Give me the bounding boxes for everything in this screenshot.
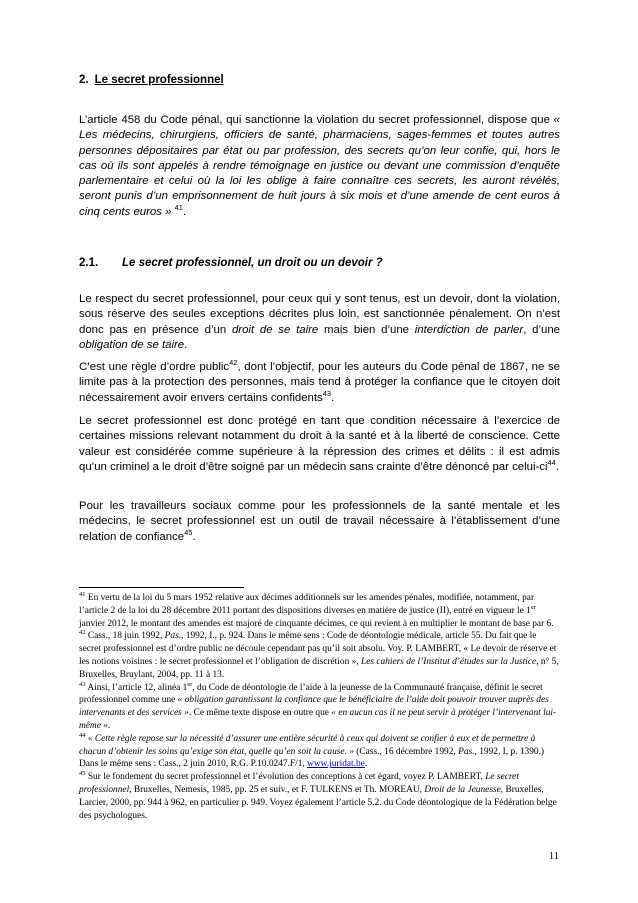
footnotes — [79, 592, 560, 822]
text-run: , 1992, I, p. 1390.) Dans le même sens : Cass., 2 juin 2010, R.G. P.10.0247.F/1, — [79, 746, 545, 770]
text-run: , d’une — [523, 323, 560, 336]
footnote-ref-41[interactable]: 41 — [174, 202, 183, 212]
footnote-44 — [79, 733, 560, 771]
italic-run: Pas — [164, 631, 179, 642]
footnote-ref-44[interactable]: 44 — [547, 457, 556, 467]
footnote-45 — [79, 771, 560, 822]
text-run: , n° 5, Bruxelles, Bruylant, 2004, pp. 11 à 13. — [79, 656, 559, 680]
footnote-separator — [79, 587, 244, 588]
italic-run: « en aucun cas il ne peut servir à protéger l’intervenant lui-même » — [79, 708, 557, 731]
text-run: (Cass., 16 décembre 1992, — [353, 746, 459, 757]
footnote-number: 41 — [79, 591, 86, 598]
text-run: , dont l’objectif, pour les auteurs du Code pénal de 1867, ne se limite pas à la protection des personnes, mais tend à protéger la confiance que le citoyen doit nécessairement avoir envers certains confidents — [79, 361, 561, 404]
section-heading — [79, 74, 560, 86]
subsection-title: Le secret professionnel, un droit ou un devoir ? — [122, 257, 383, 269]
italic-run: Droit de la Jeunesse — [424, 784, 501, 795]
subsection-heading — [79, 257, 560, 269]
text-run: . — [555, 460, 560, 473]
text-run: C’est une règle d’ordre public — [79, 361, 230, 373]
text-run: , Bruxelles, Larcier, 2000, pp. 944 à 962, en particulier p. 949. Voyez également l’article 5.2. du Code déontologique de la Fédération belge des psychologues. — [79, 784, 557, 821]
paragraph-protection — [79, 414, 560, 475]
emphasis-interdiction: interdiction de parler — [414, 323, 524, 336]
text-run: ., 1992, I., p. 924. Dans le même sens : Code de déontologie médicale, article 55. Du fait que le secret professionnel est d’ordre public ne découle cependant pas qu’il soit absolu. Voy. P. LAMBERT, « Le devoir de réserve et les notions voisines : le secret professionnel et l’obligation de discrétion », — [79, 631, 557, 667]
paragraph-article-458 — [79, 113, 560, 220]
text-run: , du Code de déontologie de l’aide à la jeunesse de la Communauté française, définit le secret professionnel comme une — [79, 682, 543, 706]
footnote-43 — [79, 682, 560, 733]
text-run: En vertu de la loi du 5 mars 1952 relative aux décimes additionnels sur les amendes pénales, modifiée, notamment, par l’article 2 de la loi du 28 décembre 2011 portant des dispositions diverses en matière de justice (II), entré en vigueur le 1 — [79, 593, 535, 616]
italic-run: « Cette règle repose sur la nécessité d’assurer une entière sécurité à ceux qui doivent se confier à eux et de permettre à chacun d’obtenir les soins qu’exige son état, quelle qu’en soit la cause. » — [79, 733, 536, 757]
paragraph-social-workers — [79, 499, 560, 545]
paragraph-text — [79, 292, 560, 353]
page-number: 11 — [548, 851, 559, 862]
subsection-number: 2.1. — [79, 257, 99, 269]
text-run: Ainsi, l’article 12, alinéa 1 — [85, 682, 188, 693]
text-run: Cass., 18 juin 1992, — [85, 631, 165, 642]
section-number: 2. — [79, 74, 89, 86]
superscript: er — [187, 680, 193, 688]
paragraph-duty — [79, 292, 560, 353]
text-run: . — [107, 720, 111, 731]
footnote-number: 45 — [79, 770, 86, 778]
italic-run: Le secret professionnel — [79, 772, 519, 795]
text-run: . — [331, 391, 335, 404]
footnote-ref-43[interactable]: 43 — [322, 388, 332, 398]
footnote-number: 43 — [79, 680, 86, 688]
text-run: Pour les travailleurs sociaux comme pour les professionnels de la santé mentale et les médecins, le secret professionnel est un outil de travail nécessaire à l’établissement d’une relation de confiance — [79, 500, 560, 543]
paragraph-text — [79, 499, 560, 545]
text-run: . — [182, 205, 187, 218]
italic-run: « obligation garantissant la confiance que le bénéficiaire de l’aide doit pouvoir trouver auprès des intervenants et des services » — [79, 695, 549, 719]
text-run: Le respect du secret professionnel, pour ceux qui y sont tenus, est un devoir, dont la violation, sous réserve des seules exceptions décrites plus loin, est sanctionnée pénalement. On n’est donc pas en présence d’un — [79, 293, 560, 336]
juridat-link[interactable]: www.juridat.be — [307, 759, 365, 770]
text-run: . — [192, 530, 196, 543]
text-run: . — [184, 338, 188, 351]
footnote-41 — [79, 592, 560, 630]
text-run: Le secret professionnel est donc protégé en tant que condition nécessaire à l’exercice de certaines missions relevant notamment du droit à la santé et à la liberté de conscience. Cette valeur est considérée comme supérieure à la répression des crimes et délits : il est admis qu’un criminel a le droit d’être soigné par un médecin sans crainte d’être dénoncé par celui-ci — [79, 415, 560, 473]
text-run: , Bruxelles, Nemesis, 1985, pp. 25 et suiv., et F. TULKENS et Th. MOREAU, — [129, 784, 425, 795]
emphasis-droit: droit de se taire — [231, 323, 319, 336]
subsection-heading-block — [79, 257, 560, 269]
paragraph-text — [79, 360, 560, 406]
text-run: L’article 458 du Code pénal, qui sanctionne la violation du secret professionnel, dispose que — [79, 114, 554, 126]
footnote-42 — [79, 630, 560, 681]
footnote-number: 42 — [79, 629, 86, 637]
text-run: janvier 2012, le montant des amendes est majoré de cinquante décimes, ce qui revient à en multiplier le montant de base par 6. — [79, 618, 554, 629]
italic-run: Les cahiers de l’Institut d’études sur la Justice — [360, 656, 537, 667]
paragraph-text — [79, 414, 560, 475]
emphasis-obligation: obligation de se taire — [79, 338, 185, 351]
text-run: . Ce même texte dispose en outre que — [188, 708, 332, 719]
superscript: er — [530, 603, 536, 611]
quote-article-458: « Les médecins, chirurgiens, officiers de santé, pharmaciens, sages-femmes et toutes autres personnes dépositaires par état ou par profession, des secrets qu’on leur confie, qui, hors le cas où ils sont appelés à rendre témoignage en justice ou devant une commission d’enquête parlementaire et celui où la loi les oblige à faire connaître ces secrets, les auront révélés, seront punis d’un emprisonnement de huit jours à six mois et d’une amende de cent euros à cinq cents euros » — [79, 114, 560, 218]
paragraph-public-order — [79, 360, 560, 406]
text-run: Sur le fondement du secret professionnel et l’évolution des conceptions à cet égard, voyez P. LAMBERT, — [85, 772, 486, 783]
footnote-number: 44 — [79, 731, 86, 739]
italic-run: Pas. — [458, 746, 475, 757]
section-title: Le secret professionnel — [94, 74, 224, 86]
footnote-ref-42[interactable]: 42 — [229, 358, 238, 367]
paragraph-text — [79, 113, 560, 220]
footnote-ref-45[interactable]: 45 — [184, 527, 193, 537]
section-heading-block — [79, 74, 560, 86]
text-run: . — [364, 759, 368, 770]
text-run: mais bien d’une — [318, 323, 415, 336]
